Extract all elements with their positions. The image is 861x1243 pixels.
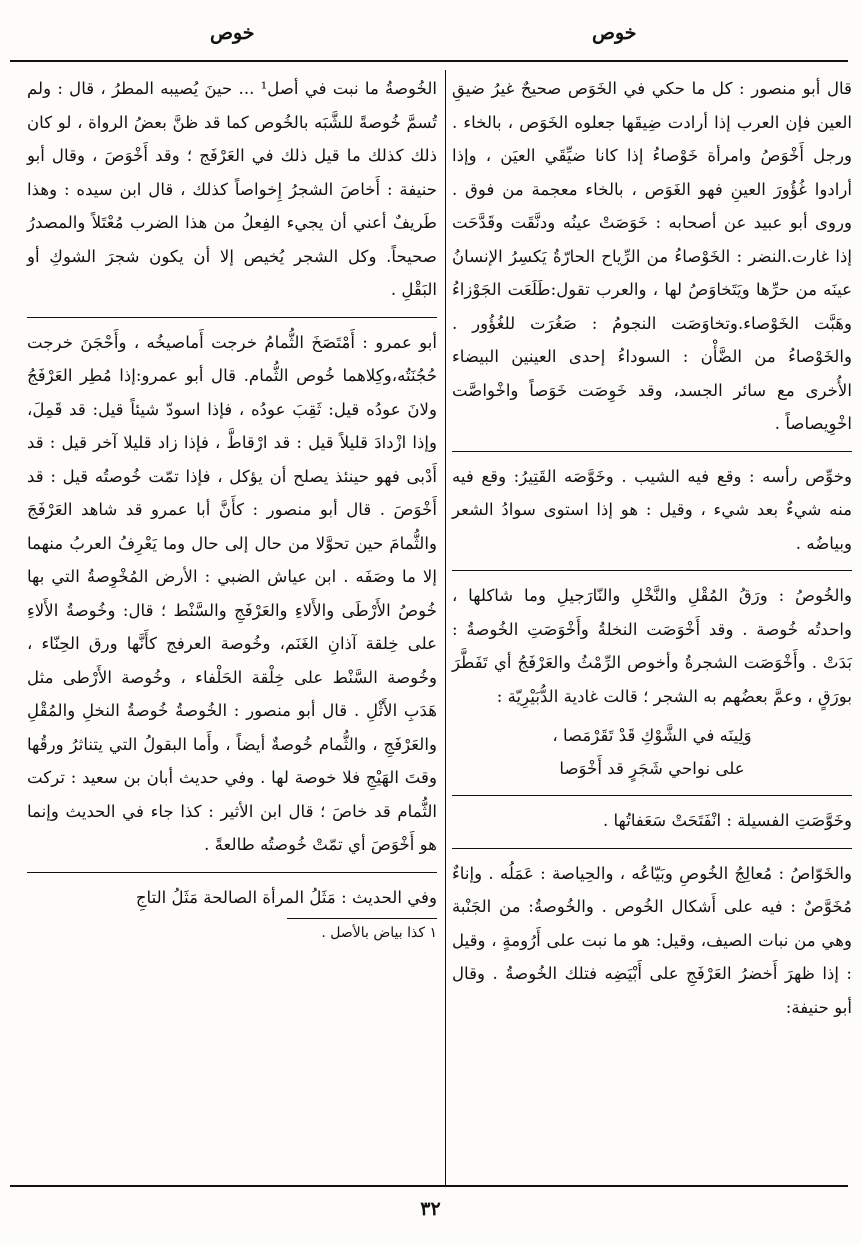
paragraph: والخُوصُ : ورَقُ المُقْلِ والنَّخْلِ والنّارَجيلِ وما شاكلها ، واحدتُه خُوصة . وقد أَخْوَصَت النخلةُ وأَخْوَصَتِ الخُوصةُ : بَدَتْ . وأَخْوَصَت الشجرةُ وأخوص الرِّمْثُ والعَرْفَجُ أي تَفَطَّرَ بورَقٍ ، وعمَّ بعضُهم به الشجر ؛ قالت غادية الدُّبَيْرِيّة : (452, 586, 852, 706)
paragraph: الخُوصةُ ما نبت في أصل¹ ... حينَ يُصيبه المطرُ ، قال : ولم تُسمَّ خُوصةً للشَّبَه بالخُوص كما قد ظنَّ بعضُ الرواة ، لو كان ذلك كذلك ما قيل ذلك في العَرْفَج ؛ وقد أَخْوَصَ ، وقال أبو حنيفة : أَخاصَ الشجرُ إِخواصاً كذلك ، قال ابن سيده : وهذا طَريفٌ أعني أن يجيء الفِعلُ من هذا الضرب مُعْتَلاً والمصدرُ صحيحاً. وكل الشجر يُخيص إلا أن يكون شجرَ الشوكِ أو البَقْلِ . (27, 79, 437, 299)
verse-line: على نواحي شَجَرٍ قد أَخْوَصا (559, 759, 745, 778)
page-number: ٣٢ (420, 1198, 441, 1220)
verse-line: وَلِينَه في الشَّوْكِ قَدْ تَقَرْمَصا ، (552, 726, 752, 745)
paragraph: وخوِّص رأسه : وقع فيه الشيب . وخَوَّصَه القَتِيرُ: وقع فيه منه شيءٌ بعد شيء ، وقيل : هو إذا استوى سوادُ الشعر وبياضُه . (452, 466, 852, 553)
paragraph: وفي الحديث : مَثَلُ المرأة الصالحة مَثَلُ التاجِ (135, 887, 437, 907)
paragraph-separator (452, 451, 852, 452)
header-rule (10, 60, 848, 62)
footnote-rule (287, 918, 437, 919)
running-head-right: خوص (592, 22, 637, 44)
right-column (452, 72, 852, 1024)
verse-block (452, 719, 852, 785)
paragraph-separator (27, 317, 437, 318)
paragraph-separator (452, 795, 852, 796)
footnote: ١ كذا بياض بالأصل . (321, 925, 437, 941)
paragraph: وخَوَّصَتِ الفسيلة : انْفَتَحَتْ سَعَفاتُها . (602, 811, 852, 830)
running-head-left: خوص (210, 22, 255, 44)
paragraph: قال أبو منصور : كل ما حكي في الخَوَص صحيحٌ غيرُ ضيقِ العين فإن العرب إذا أرادت ضِيقَها جعلوه الخَوَص ، بالخاء . ورجل أَخْوَصُ وامرأة خَوْصاءُ إذا كانا ضيِّقَي العيَن ، وإذا أرادوا غُؤُورَ العينِ فهو الغَوَص ، بالخاء معجمة من فوق . وروى أبو عبيد عن أصحابه : خَوَصَتْ عينُه ودنَّقَت وقَدَّحَت إذا غارت.النضر : الخَوْصاءُ من الرِّياح الحارّةُ يَكسِرُ الإنسانُ عينَه من حرِّها ويَتَخاوَصُ لها ، والعرب تقول:طَلَعَت الجَوْزاءُ وهَبَّت الخَوْصاء.وتخاوَصَت النجومُ : صَغُرَت للغُؤُور . والخَوْصاءُ من الضَّأْن : السوداءُ إحدى العينين البيضاء الأُخرى مع سائر الجسد، وقد خَوِصَت خَوَصاً واخْواصَّت اخْوِيصاصاً . (452, 79, 852, 433)
footer-rule (10, 1185, 848, 1187)
column-divider (445, 70, 446, 1185)
paragraph: والخَوّاصُ : مُعالِجُ الخُوصِ وبَيّاعُه ، والحِياصة : عَمَلُه . وإناءٌ مُخَوَّصٌ : فيه على أَشكال الخُوص . والخُوصةُ: من الجَنْبة وهي من نبات الصيف، وقيل: هو ما نبت على أَرُومةٍ ، وقيل : إذا ظهرَ أَخضرُ العَرْفَجِ على أَبْيَضِه فتلك الخُوصةُ . وقال أبو حنيفة: (452, 863, 852, 1017)
paragraph-separator (452, 570, 852, 571)
paragraph-separator (27, 872, 437, 873)
paragraph-separator (452, 848, 852, 849)
left-column (27, 72, 437, 945)
paragraph: أبو عمرو : أَمْتَصَخَ الثُّمامُ خرجت أَماصيخُه ، وأَحْجَنَ خرجت حُجُنَتُه،وكِلاهما خُوص الثُّمام. قال أبو عمرو:إذا مُطِر العَرْفَجُ ولانَ عودُه قيل: ثَقِبَ عودُه ، فإذا اسودّ شيئاً قيل: قد قَمِلَ، وإذا ازْدادَ قليلاً قيل : قد ارْقاطَّ ، فإذا زاد قليلا آخر قيل : قد أَدْبى فهو حينئذ يصلح أن يؤكل ، فإذا تمّت خُوصتُه قيل : قد أَخْوَصَ . قال أبو منصور : كأَنَّ أبا عمرو قد شاهد العَرْفَجَ والثُّمامَ حين تحوَّلا من حال إلى حال وما يَعْرِفُ العربُ منهما إلا ما وصَفَه . ابن عياش الضبي : الأرض المُخْوِصةُ التي بها خُوصُ الأَرْطَى والأَلاءِ والعَرْفَجِ والسَّنْط ؛ قال: وخُوصةُ الأَلاءِ على خِلقة آذانِ الغَنَم، وخُوصة العرفج كأَنَّها ورق الحِنّاء ، وخُوصة السَّنْط على خِلْقة الحَلْفاء ، وخُوصة الأَرْطى مثل هَدَبِ الأَثْلِ . قال أبو منصور : الخُوصةُ خُوصةُ النخلِ والمُقْلِ والعَرْفَجِ ، والثُّمام خُوصةٌ أيضاً ، وأَما البقولُ التي يتناثرُ ورقُها وقتَ الهَيْجِ فلا خوصة لها . وفي حديث أبان بن سعيد : تركت الثُّمام قد خاصَ ؛ قال ابن الأثير : كذا جاء في الحديث وإنما هو أَخْوَصَ أي تمّتْ خُوصتُه طالعةً . (27, 332, 437, 854)
